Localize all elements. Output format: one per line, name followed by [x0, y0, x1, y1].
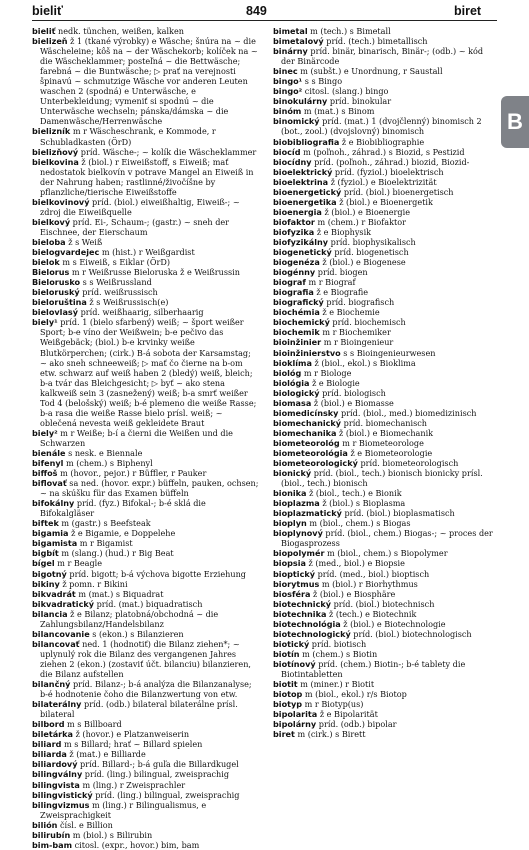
- dictionary-entry: bilaterálny príd. (odb.) bilateral bilaterálne prísl. bilateral: [32, 699, 238, 720]
- dictionary-entry: bielizňový príd. Wäsche-; ~ kolík die Wäscheklammer: [32, 146, 257, 157]
- dictionary-entry: biogenetický príd. biogenetisch: [273, 247, 409, 258]
- header-right-headword: biret: [454, 4, 482, 18]
- dictionary-entry: biografický príd. biografisch: [273, 297, 395, 308]
- dictionary-entry: bigbít m (slang.) (hud.) r Big Beat: [32, 548, 174, 559]
- dictionary-entry: bionika ž (biol., tech.) e Bionik: [273, 488, 402, 499]
- dictionary-entry: biret m (cirk.) s Birett: [273, 729, 366, 740]
- dictionary-entry: biopolymér m (biol., chem.) s Biopolymer: [273, 548, 448, 559]
- dictionary-entry: bikvadrát m (mat.) s Biquadrat: [32, 588, 164, 599]
- dictionary-entry: binomický príd. (mat.) 1 (dvojčlenný) binomisch 2 (bot., zool.) (dvojslovný) binomisch: [273, 116, 482, 137]
- dictionary-entry: bilancovať ned. 1 (hodnotiť) die Bilanz ziehen*; ~ uplynulý rok die Bilanz des vergangenen Jahres ziehen 2 (ekon.) (zostaviť účt. bilanciu) bilanzieren, die Bilanz aufstellen: [32, 638, 251, 679]
- left-column: [32, 26, 260, 850]
- dictionary-entry: bilančný príd. Bilanz-; b-á analýza die Bilanzanalyse; b-é hodnotenie čoho die Bilanzwertung von etw.: [32, 679, 252, 700]
- dictionary-entry: bielogvardejec m (hist.) r Weißgardist: [32, 247, 195, 258]
- dictionary-entry: bikvadratický príd. (mat.) biquadratisch: [32, 598, 203, 609]
- dictionary-entry: bioklíma ž (biol., ekol.) s Bioklima: [273, 357, 416, 368]
- dictionary-entry: bielizeň ž 1 (tkané výrobky) e Wäsche; šnúra na ~ die Wäscheleine; kôš na ~ der Wäschekorb; kolíček na ~ die Wäscheklammer; posteľná ~ die Bettwäsche; farebná ~ die Buntwäsche; ▷ prať na verejnosti špinavú ~ schmutzige Wäsche vor anderen Leuten waschen 2 (spodná) e Unterwäsche, e Unterbekleidung; vymeniť si spodnú ~ die Unterwäsche wechseln; pánska/dámska ~ die Damenwäsche/Herrenwäsche: [32, 36, 258, 127]
- dictionary-entry: biometeorologický príd. biometeorologisch: [273, 458, 459, 469]
- dictionary-entry: bionický príd. (biol., tech.) bionisch bionicky prísl. (biol., tech.) bionisch: [273, 468, 483, 489]
- dictionary-entry: biftek m (gastr.) s Beefsteak: [32, 518, 151, 529]
- dictionary-entry: biely² m r Weiße; b-í a čierni die Weißen und die Schwarzen: [32, 427, 233, 448]
- dictionary-entry: biliard m s Billard; hrať ~ Billard spielen: [32, 739, 203, 750]
- dictionary-entry: biopsia ž (med., biol.) e Biopsie: [273, 558, 405, 569]
- dictionary-entry: bigotný príd. bigott; b-á výchova bigotte Erziehung: [32, 568, 246, 579]
- dictionary-entry: biotínový príd. (chem.) Biotin-; b-é tablety die Biotintabletten: [273, 658, 466, 679]
- dictionary-entry: biotechnologický príd. (biol.) biotechnologisch: [273, 628, 472, 639]
- dictionary-entry: biotechnika ž (tech.) e Biotechnik: [273, 608, 417, 619]
- dictionary-entry: bilancia ž e Bilanz; platobná/obchodná ~ die Zahlungsbilanz/Handelsbilanz: [32, 608, 219, 629]
- dictionary-entry: biely¹ príd. 1 (bielo sfarbený) weiß; ~ šport weißer Sport; b-e víno der Weißwein; b-e pečivo das Weißgebäck; (biol.) b-e krvinky weiße Blutkörperchen; (cirk.) B-á sobota der Karsamstag; ~ ako sneh schneeweiß; ▷ mať čo čierne na b-om etw. schwarz auf weiß haben 2 (bledý) weiß, bleich; b-a tvár das Bleichgesicht; ▷ byť ~ ako stena kalkweiß sein 3 (zasnežený) weiß; b-a smrť weißer Tod 4 (belošský) weiß; b-é plemeno die weiße Rasse; b-a rasa die weiße Rasse bielo prísl. weiß; ~ oblečená nevesta weiß gekleidete Braut: [32, 317, 257, 428]
- dictionary-entry: bilingvizmus m (ling.) r Bilingualismus, e Zweisprachigkeit: [32, 799, 207, 820]
- dictionary-entry: Bielorus m r Weißrusse Bieloruska ž e Weißrussin: [32, 267, 240, 278]
- dictionary-entry: bifenyl m (chem.) s Biphenyl: [32, 458, 153, 469]
- dictionary-entry: biogénny príd. biogen: [273, 267, 368, 278]
- dictionary-entry: bieliť nedk. tünchen, weißen, kalken: [32, 26, 184, 36]
- dictionary-entry: bimetal m (tech.) s Bimetall: [273, 26, 391, 36]
- dictionary-entry: biotín m (chem.) s Biotin: [273, 648, 378, 659]
- dictionary-entry: binárny príd. binär, binarisch, Binär-; (odb.) ~ kód der Binärcode: [273, 46, 484, 67]
- dictionary-entry: bielovlasý príd. weißhaarig, silberhaarig: [32, 307, 204, 318]
- dictionary-entry: bioplyn m (biol., chem.) s Biogas: [273, 518, 411, 529]
- dictionary-entry: biofyzika ž e Biophysik: [273, 226, 372, 237]
- dictionary-entry: biologický príd. biologisch: [273, 387, 386, 398]
- dictionary-entry: bipolarita ž e Bipolarität: [273, 709, 378, 720]
- dictionary-entry: biochemický príd. biochemisch: [273, 317, 406, 328]
- dictionary-entry: biochémia ž e Biochemie: [273, 307, 380, 318]
- dictionary-entry: binokulárny príd. binokular: [273, 96, 392, 107]
- dictionary-entry: bioelektrina ž (fyziol.) e Bioelektrizität: [273, 176, 437, 187]
- dictionary-entry: bioenergetický príd. (biol.) bioenergetisch: [273, 186, 454, 197]
- dictionary-entry: biografia ž e Biografie: [273, 287, 369, 298]
- dictionary-entry: binec m (subšt.) e Unordnung, r Saustall: [273, 66, 443, 77]
- dictionary-entry: bioenergia ž (biol.) e Bioenergie: [273, 206, 410, 217]
- dictionary-entry: bilingvista m (ling.) r Zweisprachler: [32, 779, 186, 790]
- dictionary-entry: biocídny príd. (poľnoh., záhrad.) biozid, Biozid-: [273, 156, 470, 167]
- dictionary-entry: bigamista m r Bigamist: [32, 538, 133, 549]
- dictionary-entry: bígel m r Beagle: [32, 558, 103, 569]
- dictionary-entry: bim-bam citosl. (expr., hovor.) bim, bam: [32, 839, 200, 850]
- dictionary-entry: bimetalový príd. (tech.) bimetallisch: [273, 36, 428, 47]
- dictionary-entry: biotechnický príd. (biol.) biotechnisch: [273, 598, 435, 609]
- dictionary-entry: biomasa ž (biol.) e Biomasse: [273, 397, 394, 408]
- page-number: 849: [246, 4, 267, 18]
- dictionary-entry: biliarda ž (mat.) e Billiarde: [32, 749, 146, 760]
- dictionary-entry: bielkovinový príd. (biol.) eiweißhaltig, Eiweiß-; ~ zdroj die Eiweißquelle: [32, 196, 240, 217]
- dictionary-entry: bilbord m s Billboard: [32, 719, 122, 730]
- dictionary-entry: biocíd m (poľnoh., záhrad.) s Biozid, s Pestizid: [273, 146, 465, 157]
- right-column: [273, 26, 497, 744]
- dictionary-entry: bielkovina ž (biol.) r Eiweißstoff, s Eiweiß; mať nedostatok bielkovín v potrave Mangel an Eiweiß in der Nahrung haben; rastlinné/živočíšne by pflanzliche/tierische Eiweißstoffe: [32, 156, 254, 197]
- dictionary-entry: bioplazmatický príd. (biol.) bioplasmatisch: [273, 508, 455, 519]
- dictionary-entry: biosféra ž (biol.) e Biosphäre: [273, 588, 396, 599]
- dictionary-entry: binóm m (mat.) s Binom: [273, 106, 375, 117]
- dictionary-entry: bilión čísl. e Billion: [32, 819, 113, 830]
- dictionary-entry: bingo² citosl. (slang.) bingo: [273, 86, 389, 97]
- dictionary-entry: bikiny ž pomn. r Bikini: [32, 578, 128, 589]
- dictionary-entry: bielkový príd. Ei-, Schaum-; (gastr.) ~ sneh der Eischnee, der Eierschaum: [32, 216, 230, 237]
- thumb-index-tab: B: [501, 96, 529, 148]
- dictionary-entry: biológia ž e Biologie: [273, 377, 360, 388]
- dictionary-entry: bigamia ž e Bigamie, e Doppelehe: [32, 528, 176, 539]
- dictionary-entry: biliardový príd. Billard-; b-á guľa die Billardkugel: [32, 759, 239, 770]
- dictionary-entry: biotyp m r Biotyp(us): [273, 699, 364, 710]
- header-left-headword: bieliť: [32, 4, 63, 18]
- dictionary-entry: bieloba ž s Weiß: [32, 236, 103, 247]
- dictionary-entry: bifokálny príd. (fyz.) Bifokal-; b-é sklá die Bifokalgläser: [32, 498, 206, 519]
- dictionary-entry: biograf m r Biograf: [273, 277, 356, 288]
- dictionary-entry: bioinžinierstvo s s Bioingenieurwesen: [273, 347, 436, 358]
- dictionary-entry: bioelektrický príd. (fyziol.) bioelektrisch: [273, 166, 444, 177]
- dictionary-entry: bienále s nesk. e Biennale: [32, 447, 143, 458]
- dictionary-entry: biomechanický príd. biomechanisch: [273, 417, 427, 428]
- dictionary-entry: bielizník m r Wäscheschrank, e Kommode, r Schubladkasten (ÖrD): [32, 126, 216, 147]
- dictionary-entry: biotop m (biol., ekol.) r/s Biotop: [273, 689, 407, 700]
- dictionary-entry: bilingválny príd. (ling.) bilingual, zweisprachig: [32, 769, 230, 780]
- dictionary-entry: bieloruština ž s Weißrussisch(e): [32, 297, 169, 308]
- dictionary-entry: biflovať sa ned. (hovor. expr.) büffeln, pauken, ochsen; ~ na skúšku für das Examen büffeln: [32, 478, 259, 499]
- header-rule: [32, 20, 497, 21]
- dictionary-entry: bilingvistický príd. (ling.) bilingual, zweisprachig: [32, 789, 240, 800]
- dictionary-entry: bipolárny príd. (odb.) bipolar: [273, 719, 397, 730]
- dictionary-entry: biotický príd. biotisch: [273, 638, 367, 649]
- dictionary-entry: biomedicínsky príd. (biol., med.) biomedizinisch: [273, 407, 477, 418]
- dictionary-entry: biotechnológia ž (biol.) e Biotechnologie: [273, 618, 446, 629]
- dictionary-entry: biogenéza ž (biol.) e Biogenese: [273, 257, 406, 268]
- dictionary-entry: biomechanika ž (biol.) e Biomechanik: [273, 427, 434, 438]
- dictionary-entry: biletárka ž (hovor.) e Platzanweiserin: [32, 729, 190, 740]
- dictionary-entry: biometeorológ m r Biometeorologe: [273, 437, 424, 448]
- dictionary-entry: bingo¹ s s Bingo: [273, 76, 343, 87]
- dictionary-entry: Bielorusko s s Weißrussland: [32, 277, 152, 288]
- dictionary-entry: biotit m (miner.) r Biotit: [273, 679, 375, 690]
- dictionary-entry: bieloruský príd. weißrussisch: [32, 287, 158, 298]
- dictionary-entry: biobibliografia ž e Biobibliographie: [273, 136, 425, 147]
- dictionary-entry: biometeorológia ž e Biometeorologie: [273, 447, 433, 458]
- dictionary-entry: biffoš m (hovor., pejor.) r Büffler, r Pauker: [32, 468, 207, 479]
- dictionary-entry: bioinžinier m r Bioingenieur: [273, 337, 394, 348]
- dictionary-entry: bielok m s Eiweiß, s Eiklar (ÖrD): [32, 257, 170, 268]
- dictionary-entry: biorytmus m (biol.) r Biorhythmus: [273, 578, 418, 589]
- dictionary-entry: bioenergetika ž (biol.) e Bioenergetik: [273, 196, 433, 207]
- dictionary-entry: biológ m r Biologe: [273, 367, 352, 378]
- dictionary-entry: biochemik m r Biochemiker: [273, 327, 391, 338]
- dictionary-entry: bilirubín m (biol.) s Bilirubin: [32, 829, 153, 840]
- dictionary-entry: biofyzikálny príd. biophysikalisch: [273, 236, 416, 247]
- dictionary-entry: bioplynový príd. (biol., chem.) Biogas-; ~ proces der Biogasprozess: [273, 528, 493, 549]
- dictionary-entry: biofaktor m (chem.) r Biofaktor: [273, 216, 406, 227]
- dictionary-entry: bilancovanie s (ekon.) s Bilanzieren: [32, 628, 184, 639]
- dictionary-entry: bioptický príd. (med., biol.) bioptisch: [273, 568, 430, 579]
- dictionary-entry: bioplazma ž (biol.) s Bioplasma: [273, 498, 406, 509]
